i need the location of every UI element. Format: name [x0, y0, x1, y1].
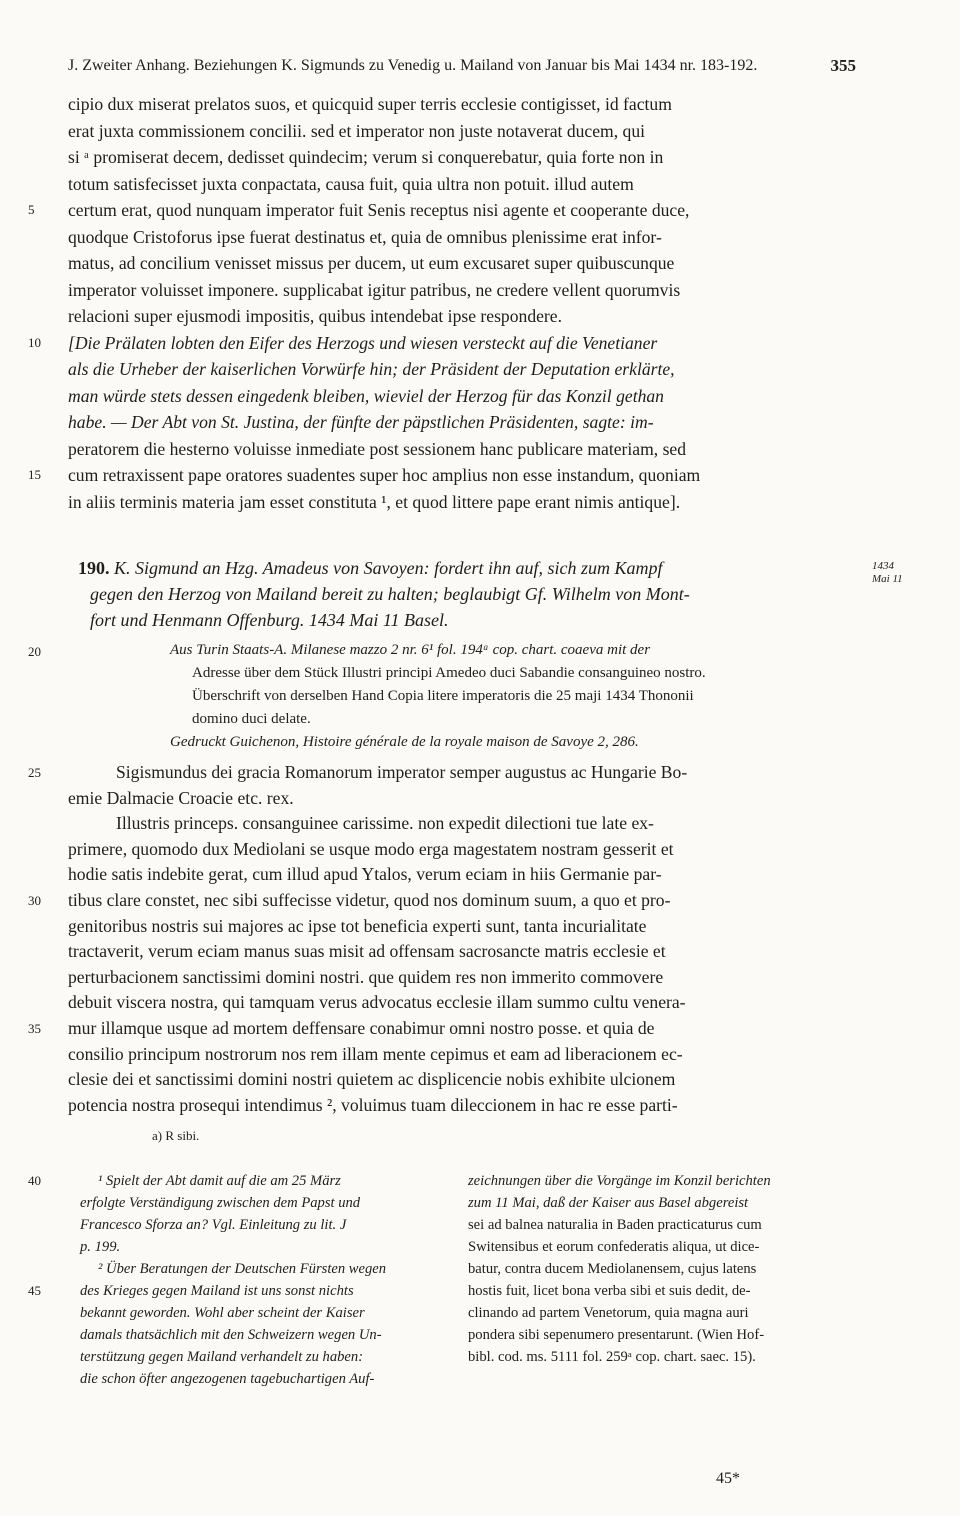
- footnote-line: Switensibus et eorum confederatis aliqua, ut dice-: [468, 1239, 760, 1255]
- line-number: 20: [28, 644, 41, 659]
- footnote-line: bibl. cod. ms. 5111 fol. 259ᵃ cop. chart. saec. 15).: [468, 1349, 756, 1365]
- line-number: 40: [28, 1173, 41, 1188]
- line-number: 5: [28, 202, 35, 217]
- line-number: 45: [28, 1283, 41, 1298]
- footnote-line: ² Über Beratungen der Deutschen Fürsten wegen: [98, 1261, 387, 1277]
- heading-line: [78, 556, 858, 580]
- footnote-line: batur, contra ducem Mediolanensem, cujus latens: [468, 1261, 757, 1277]
- footnote-line: terstützung gegen Mailand verhandelt zu haben:: [80, 1349, 364, 1365]
- intro-line: certum erat, quod nunquam imperator fuit Senis receptus nisi agente et cooperante duce,: [68, 200, 690, 220]
- document-heading: [78, 556, 858, 634]
- footnote-line: p. 199.: [80, 1239, 121, 1255]
- variant-note: a) R sibi.: [152, 1128, 200, 1143]
- intro-line: cum retraxissent pape oratores suadentes super hoc amplius non esse instandum, quoniam: [68, 465, 701, 485]
- footnote-line: ¹ Spielt der Abt damit auf die am 25 März: [98, 1173, 341, 1189]
- text-line: primere, quomodo dux Mediolani se usque modo erga magestatem nostram gesserit et: [68, 838, 674, 859]
- source-line: Aus Turin Staats-A. Milanese mazzo 2 nr. 6¹ fol. 194ᵃ cop. chart. coaeva mit der: [170, 642, 651, 658]
- line-number: 35: [28, 1021, 41, 1036]
- text-line: potencia nostra prosequi intendimus ², voluimus tuam dileccionem in hac re esse parti-: [68, 1094, 678, 1115]
- intro-line: [Die Prälaten lobten den Eifer des Herzogs und wiesen versteckt auf die Venetianer: [68, 332, 658, 353]
- intro-line: quodque Cristoforus ipse fuerat destinatus et, quia de omnibus plenissime erat infor-: [68, 226, 662, 247]
- footnote-line: die schon öfter angezogenen tagebuchartigen Auf-: [80, 1371, 375, 1387]
- footnote-line: sei ad balnea naturalia in Baden practicaturus cum: [468, 1217, 762, 1233]
- text-line: Sigismundus dei gracia Romanorum imperator semper augustus ac Hungarie Bo-: [116, 762, 688, 782]
- intro-line: totum satisfecisset juxta conpactata, causa fuit, quia ultra non potuit. illud autem: [68, 173, 634, 194]
- text-line: hodie satis indebite gerat, cum illud apud Ytalos, verum eciam in hiis Germanie par-: [68, 864, 662, 885]
- intro-line: si ᵃ promiserat decem, dedisset quindecim; verum si conquerebatur, quia forte non in: [68, 147, 664, 167]
- line-number: 15: [28, 467, 41, 482]
- margin-date: [872, 560, 916, 586]
- intro-line: als die Urheber der kaiserlichen Vorwürfe hin; der Präsident der Deputation erklärte,: [68, 359, 675, 379]
- text-line: clesie dei et sanctissimi domini nostri quietem ac displicencie nobis exhibite ulcionem: [68, 1069, 676, 1090]
- intro-line: matus, ad concilium venisset missus per ducem, ut eum excusaret super quibuscunque: [68, 253, 675, 273]
- footnote-line: des Krieges gegen Mailand ist uns sonst nichts: [80, 1283, 354, 1299]
- text-line: tibus clare constet, nec sibi suffecisse videtur, quod nos dominum suum, a quo et pro-: [68, 890, 671, 910]
- signature-mark: 45*: [716, 1470, 740, 1487]
- intro-line: man würde stets dessen eingedenk bleiben, wieviel der Herzog für das Konzil gethan: [68, 385, 664, 406]
- intro-line: erat juxta commissionem concilii. sed et imperator non juste notaverat ducem, qui: [68, 120, 646, 141]
- page-number: 355: [830, 56, 856, 75]
- source-line: Gedruckt Guichenon, Histoire générale de la royale maison de Savoye 2, 286.: [170, 734, 639, 750]
- source-line: Adresse über dem Stück Illustri principi Amedeo duci Sabandie consanguineo nostro.: [192, 665, 706, 681]
- line-number: 10: [28, 334, 41, 350]
- intro-line: cipio dux miserat prelatos suos, et quicquid super terris ecclesie contigisset, id factum: [68, 94, 672, 114]
- margin-date-day: Mai 11: [872, 573, 903, 585]
- text-line: emie Dalmacie Croacie etc. rex.: [68, 787, 294, 808]
- source-line: Überschrift von derselben Hand Copia litere imperatoris die 25 maji 1434 Thononii: [192, 688, 694, 704]
- text-line: debuit viscera nostra, qui tamquam verus advocatus ecclesie illam summo cultu venera-: [68, 992, 686, 1013]
- intro-line: peratorem die hesterno voluisse inmediate post sessionem hanc publicare materiam, sed: [68, 438, 687, 459]
- footnote-line: Francesco Sforza an? Vgl. Einleitung zu lit. J: [80, 1217, 347, 1233]
- intro-line: imperator voluisset imponere. supplicabat igitur patribus, ne credere vellent quorumvis: [68, 279, 681, 300]
- text-line: consilio principum nostrorum nos rem illam mente cepimus et eam ad liberacionem ec-: [68, 1043, 683, 1064]
- footnote-line: clinando ad partem Venetorum, quia magna auri: [468, 1305, 749, 1321]
- line-number: 30: [28, 893, 41, 908]
- text-line: perturbacionem sanctissimi domini nostri. que quidem res non immerito commovere: [68, 966, 664, 987]
- intro-line: habe. — Der Abt von St. Justina, der fünfte der päpstlichen Präsidenten, sagte: im-: [68, 412, 654, 432]
- heading-text: K. Sigmund an Hzg. Amadeus von Savoyen: fordert ihn auf, sich zum Kampf: [114, 558, 663, 578]
- intro-line: relacioni super ejusmodi impositis, quibus intendebat ipse respondere.: [68, 306, 562, 326]
- footnotes-right: [468, 1170, 863, 1368]
- heading-line: gegen den Herzog von Mailand bereit zu halten; beglaubigt Gf. Wilhelm von Mont-: [90, 584, 690, 604]
- footnote-line: bekannt geworden. Wohl aber scheint der Kaiser: [80, 1305, 365, 1321]
- intro-line: in aliis terminis materia jam esset constituta ¹, et quod littere pape erant nimis antique].: [68, 491, 681, 512]
- footnotes-left: [28, 1170, 450, 1390]
- footnote-line: zeichnungen über die Vorgänge im Konzil berichten: [468, 1173, 771, 1189]
- footnote-line: hostis fuit, licet bona verba sibi et suis dedit, de-: [468, 1283, 751, 1299]
- text-line: genitoribus nostris sui majores ac ipse tot beneficia experti sunt, tanta incurialitate: [68, 915, 647, 936]
- footnote-line: erfolgte Verständigung zwischen dem Papst und: [80, 1195, 361, 1211]
- running-header: [68, 56, 856, 76]
- footnote-line: zum 11 Mai, daß der Kaiser aus Basel abgereist: [468, 1195, 749, 1211]
- text-line: tractaverit, verum eciam manus suas misit ad offensam sacrosancte matris ecclesie et: [68, 941, 666, 962]
- margin-date-year: 1434: [872, 560, 894, 572]
- document-number: 190.: [78, 558, 114, 578]
- footnote-line: damals thatsächlich mit den Schweizern wegen Un-: [80, 1327, 382, 1343]
- text-line: Illustris princeps. consanguinee carissime. non expedit dilectioni tue late ex-: [116, 813, 654, 834]
- source-line: domino duci delate.: [192, 711, 311, 727]
- running-title: J. Zweiter Anhang. Beziehungen K. Sigmunds zu Venedig u. Mailand von Januar bis Mai 1434 nr. 183-192.: [68, 57, 758, 74]
- text-line: mur illamque usque ad mortem deffensare conabimur omni nostro posse. et quia de: [68, 1018, 655, 1038]
- footnote-line: pondera sibi sepenumero presentarunt. (Wien Hof-: [468, 1327, 765, 1343]
- heading-line: fort und Henmann Offenburg. 1434 Mai 11 Basel.: [90, 610, 449, 630]
- line-number: 25: [28, 765, 41, 780]
